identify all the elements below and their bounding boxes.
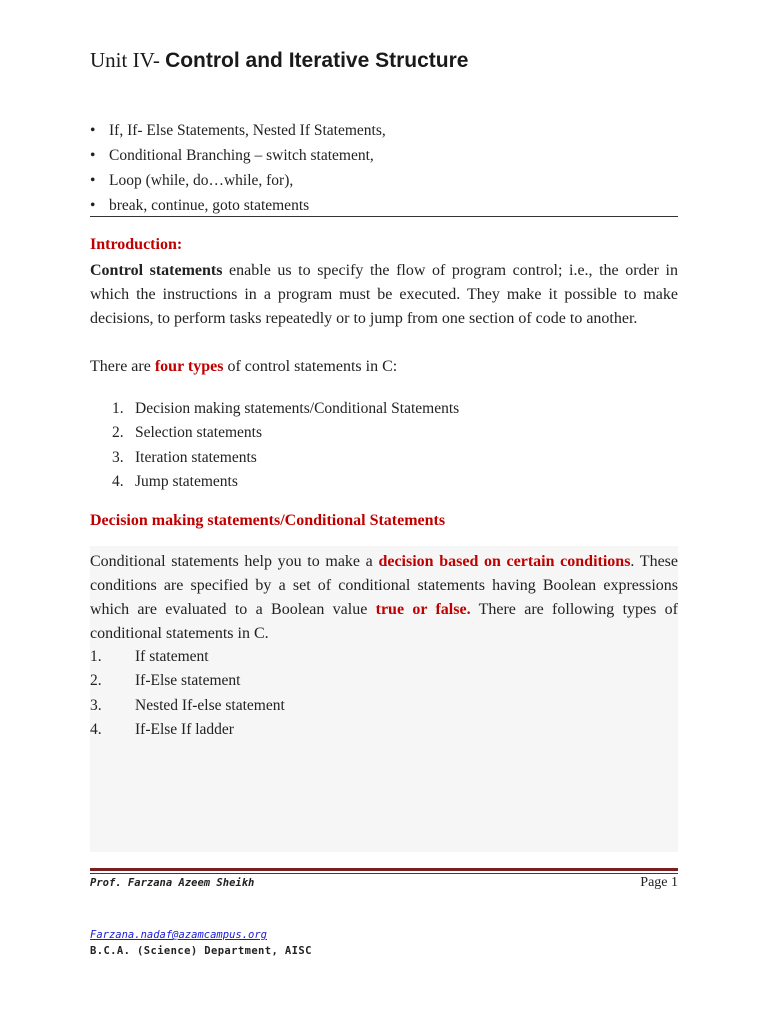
types-list: [112, 397, 459, 494]
page-title: [90, 48, 468, 73]
decision-paragraph: Conditional statements help you to make a decision based on certain conditions. These conditions are specified by a set of conditional statements having Boolean expressions which are evaluated to a Boolean value true or false. There are following types of conditional statements in C.: [90, 553, 678, 642]
email-link[interactable]: Farzana.nadaf@azamcampus.org: [90, 929, 268, 941]
list-item: • Conditional Branching – switch statement,: [90, 143, 678, 168]
intro-paragraph: Control statements enable us to specify the flow of program control; i.e., the order in which the instructions in a program must be executed. They make it possible to make decisions, to perform tasks repeatedly or to jump from one section of code to another.: [90, 262, 679, 327]
department-line: B.C.A. (Science) Department, AISC: [90, 945, 312, 957]
footer-divider: [90, 868, 678, 871]
bullet-icon: •: [90, 197, 96, 214]
intro-heading: Introduction:: [90, 236, 183, 253]
topics-list: [90, 118, 678, 218]
bullet-icon: •: [90, 147, 96, 164]
bullet-icon: •: [90, 172, 96, 189]
decision-heading: Decision making statements/Conditional Statements: [90, 512, 446, 529]
intro-lead: Control statements: [90, 262, 223, 279]
title-main: Control and Iterative Structure: [165, 49, 469, 72]
four-types-highlight: four types: [154, 358, 224, 375]
title-prefix: Unit IV-: [90, 48, 166, 72]
list-item: 1. Decision making statements/Conditional Statements: [112, 400, 460, 417]
divider: [90, 216, 678, 217]
list-item: 3. Nested If-else statement: [90, 696, 285, 714]
types-sentence: There are four types of control statements in C:: [90, 358, 398, 375]
list-item: 4. If-Else If ladder: [90, 720, 234, 738]
list-item: 4. Jump statements: [112, 472, 238, 490]
list-item: 3. Iteration statements: [112, 448, 257, 466]
list-item: 2. If-Else statement: [90, 672, 241, 690]
footer-divider-thin: [90, 873, 678, 874]
list-item: • Loop (while, do…while, for),: [90, 168, 678, 193]
footer-author: Prof. Farzana Azeem Sheikh: [90, 877, 255, 889]
list-item: • If, If- Else Statements, Nested If Statements,: [90, 118, 678, 143]
conditional-types-list: [90, 645, 285, 742]
list-item: 1. If statement: [90, 648, 209, 665]
bullet-icon: •: [90, 122, 96, 139]
page-number: Page 1: [640, 875, 678, 890]
list-item: 2. Selection statements: [112, 424, 262, 442]
decision-highlight: decision based on certain conditions: [378, 553, 631, 570]
true-false-highlight: true or false.: [375, 601, 471, 618]
list-item: • break, continue, goto statements: [90, 193, 678, 218]
